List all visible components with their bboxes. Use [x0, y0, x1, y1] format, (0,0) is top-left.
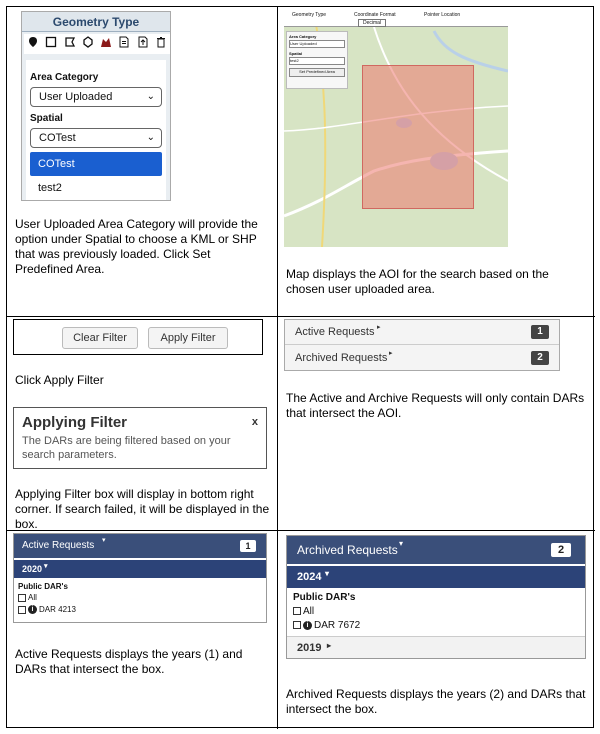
cell4-description: The Active and Archive Requests will only contain DARs that intersect the AOI. [286, 391, 585, 420]
document-table [6, 6, 594, 728]
clear-filter-button[interactable]: Clear Filter [62, 327, 138, 349]
filter-message: The DARs are being filtered based on your search parameters. [22, 435, 231, 461]
apply-filter-instruction: Click Apply Filter [15, 373, 104, 387]
dar-label: DAR 4213 [39, 605, 76, 614]
spatial-select[interactable] [30, 128, 162, 148]
caret-down-icon: ▾ [102, 537, 106, 544]
map-spatial-select[interactable]: test2 [289, 57, 345, 65]
public-dars-label: Public DAR's [293, 592, 356, 603]
archived-requests-title: Archived Requests [297, 543, 398, 557]
area-category-value: User Uploaded [39, 91, 113, 103]
dar-item[interactable] [18, 605, 76, 614]
cell1-description: User Uploaded Area Category will provide the option under Spatial to choose a KML or SHP that was previously loaded. Click Set Predefined Area. [15, 217, 258, 276]
area-category-label: Area Category [30, 72, 99, 83]
year-label: 2020 [22, 564, 43, 574]
requests-panel [284, 319, 560, 371]
apply-filter-button[interactable]: Apply Filter [148, 327, 228, 349]
cell5-description: Active Requests displays the years (1) and DARs that intersect the box. [15, 647, 243, 676]
cell2-description: Map displays the AOI for the search based on the chosen user uploaded area. [286, 267, 549, 296]
rectangle-icon[interactable] [45, 35, 57, 53]
area-form [26, 60, 166, 201]
active-requests-title: Active Requests [22, 540, 95, 551]
all-label: All [28, 593, 37, 602]
cell-apply-filter [7, 317, 278, 531]
map-area-category-label: Area Category [289, 34, 317, 39]
geometry-toolbar [24, 34, 170, 54]
close-icon[interactable]: x [251, 416, 258, 428]
cell-active-requests [7, 531, 278, 729]
coord-format-select[interactable]: Decimal [358, 19, 386, 27]
active-requests-header[interactable] [14, 534, 266, 558]
archived-count-badge: 2 [551, 543, 571, 557]
map-area-category-select[interactable]: User Uploaded [289, 40, 345, 48]
active-count-badge: 1 [240, 540, 256, 552]
archived-requests-header[interactable] [287, 536, 585, 564]
active-requests-label: Active Requests [295, 326, 375, 338]
spatial-label: Spatial [30, 113, 63, 124]
info-icon[interactable]: i [303, 621, 312, 630]
cell-map-aoi [278, 7, 595, 317]
caret-right-icon: ▸ [327, 641, 332, 650]
map-toolbar [284, 11, 508, 27]
archived-requests-label: Archived Requests [295, 352, 388, 364]
map-toolbar-item: Coordinate Format [354, 12, 396, 18]
info-icon[interactable]: i [28, 605, 37, 614]
filter-buttons [13, 319, 263, 355]
point-icon[interactable] [27, 35, 39, 53]
spatial-option[interactable]: test2 [30, 176, 162, 200]
spatial-option-selected[interactable]: COTest [30, 152, 162, 176]
trash-icon[interactable] [155, 35, 167, 53]
cell3-description: Applying Filter box will display in bottom right corner. If search failed, it will be displayed in the box. [15, 487, 270, 531]
chevron-down-icon: ⌄ [146, 132, 155, 143]
year-row-2024[interactable] [287, 566, 585, 588]
archived-requests-row[interactable] [285, 346, 559, 371]
map-view[interactable] [284, 11, 508, 247]
user-area-icon[interactable] [100, 35, 112, 53]
area-category-select[interactable] [30, 87, 162, 107]
all-label: All [303, 606, 315, 617]
caret-icon: ▸ [389, 350, 393, 357]
aoi-rectangle [362, 65, 474, 209]
all-checkbox[interactable] [293, 606, 314, 617]
circle-icon[interactable] [82, 35, 94, 53]
cell-requests-summary [278, 317, 595, 531]
active-requests-row[interactable] [285, 320, 559, 345]
caret-down-icon: ▾ [399, 539, 404, 548]
set-predefined-area-button[interactable]: Set Predefined Area [289, 68, 345, 77]
year-label: 2019 [297, 642, 322, 654]
archived-requests-panel [286, 535, 586, 659]
dar-label: DAR 7672 [314, 620, 361, 631]
filter-title: Applying Filter [22, 414, 127, 431]
geometry-type-title: Geometry Type [22, 12, 170, 32]
map-toolbar-item: Pointer Location [424, 12, 461, 18]
map-area-form [286, 31, 348, 89]
cell-geometry-selection [7, 7, 278, 317]
cell6-description: Archived Requests displays the years (2) and DARs that intersect the box. [286, 687, 586, 716]
caret-down-icon: ▾ [44, 563, 48, 570]
year-row-2019[interactable] [287, 636, 585, 658]
active-count-badge: 1 [531, 325, 549, 339]
applying-filter-box [13, 407, 267, 469]
export-file-icon[interactable] [137, 35, 149, 53]
year-label: 2024 [297, 571, 322, 583]
geometry-panel [21, 11, 171, 201]
spatial-value: COTest [39, 132, 76, 144]
map-toolbar-item: Geometry Type [292, 12, 327, 18]
public-dars-label: Public DAR's [18, 582, 68, 591]
archived-count-badge: 2 [531, 351, 549, 365]
cell-archived-requests [278, 531, 595, 729]
chevron-down-icon: ⌄ [146, 91, 155, 102]
all-checkbox[interactable] [18, 593, 37, 602]
active-requests-panel [13, 533, 267, 623]
caret-icon: ▸ [377, 324, 381, 331]
caret-down-icon: ▾ [325, 569, 330, 578]
dar-item[interactable] [293, 620, 360, 631]
upload-file-icon[interactable] [118, 35, 130, 53]
map-spatial-label: Spatial [289, 51, 303, 56]
year-row-2020[interactable] [14, 560, 266, 578]
polygon-icon[interactable] [64, 35, 76, 53]
